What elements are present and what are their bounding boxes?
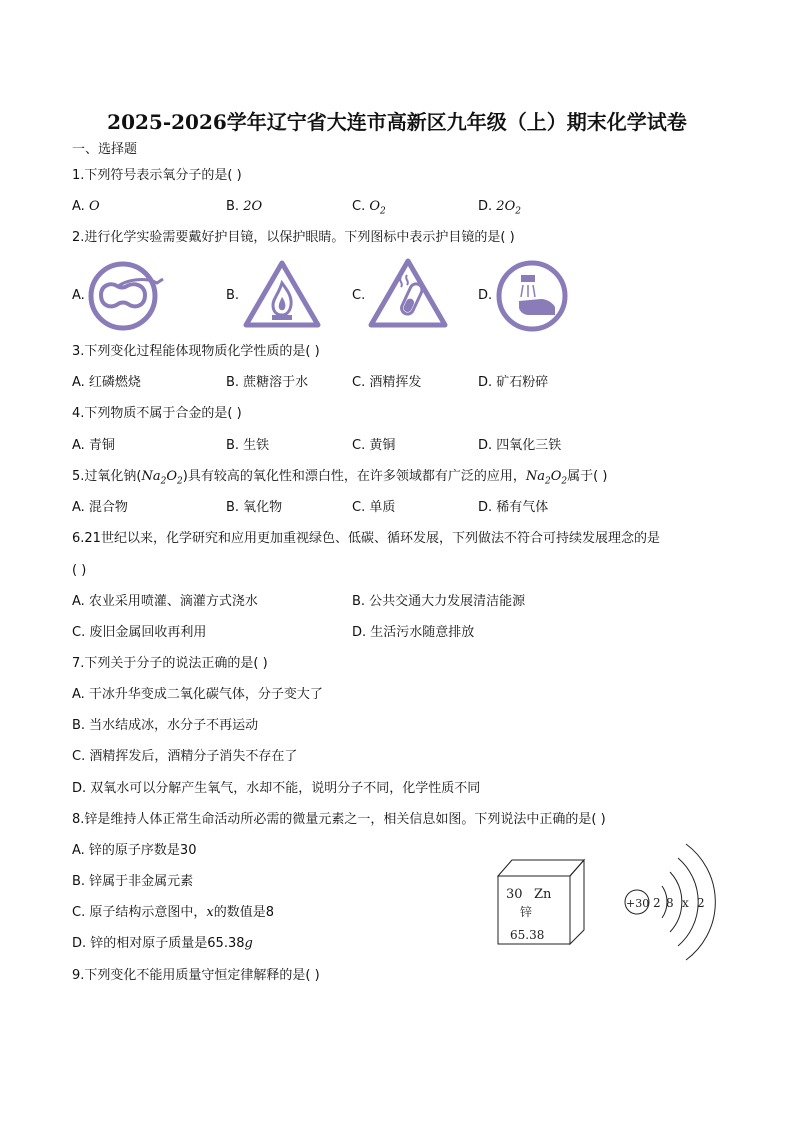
question-6-stem: 6.21世纪以来，化学研究和应用更加重视绿色、低碳、循环发展，下列做法不符合可持续发展理念的是 [72, 531, 660, 546]
formula: O [166, 469, 178, 484]
question-7-stem: 7.下列关于分子的说法正确的是( ) [72, 656, 268, 671]
formula: O [369, 199, 381, 214]
question-3-option-b[interactable]: B. 蔗糖溶于水 [226, 375, 309, 390]
atomic-mass: 65.38 [510, 928, 545, 942]
question-3-option-a[interactable]: A. 红磷燃烧 [72, 375, 141, 390]
question-7-option-b[interactable]: B. 当水结成冰，水分子不再运动 [72, 718, 259, 733]
question-8-option-d[interactable] [72, 936, 253, 952]
formula-subscript: 2 [160, 476, 167, 487]
element-name: 锌 [520, 905, 533, 919]
handwash-icon [493, 257, 571, 335]
stem-text: )具有较高的氧化性和漂白性，在许多领域都有广泛的应用， [182, 469, 526, 484]
goggles-icon [87, 257, 165, 335]
question-6-option-c[interactable]: C. 废旧金属回收再利用 [72, 625, 207, 640]
shell-1-electrons: 2 [653, 896, 661, 910]
option-text: 的数值是8 [213, 905, 274, 920]
formula: 2O [243, 199, 263, 214]
option-letter: B. [226, 199, 240, 214]
question-5-option-a[interactable]: A. 混合物 [72, 500, 128, 515]
option-letter: A. [72, 199, 85, 214]
question-1-stem: 1.下列符号表示氧分子的是( ) [72, 168, 242, 183]
question-8-option-a[interactable]: A. 锌的原子序数是30 [72, 843, 197, 858]
question-6-stem-continued: ( ) [72, 563, 87, 578]
question-3-stem: 3.下列变化过程能体现物质化学性质的是( ) [72, 344, 320, 359]
question-7-option-d[interactable]: D. 双氧水可以分解产生氧气，水却不能，说明分子不同，化学性质不同 [72, 781, 481, 796]
stem-text: 属于( ) [567, 469, 608, 484]
option-letter: D. [478, 199, 493, 214]
hot-tube-warning-icon [367, 257, 449, 329]
atomic-number: 30 [506, 887, 523, 902]
element-cell-zinc [494, 856, 590, 948]
question-6-option-d[interactable]: D. 生活污水随意排放 [352, 625, 475, 640]
question-5-option-b[interactable]: B. 氧化物 [226, 500, 283, 515]
option-letter: D. [478, 288, 493, 303]
question-1-option-c[interactable] [352, 199, 386, 220]
atomic-structure-diagram [618, 838, 718, 966]
flame-warning-icon [242, 259, 322, 329]
formula: 2O [496, 199, 516, 214]
formula: Na [141, 469, 161, 484]
question-1-option-b[interactable] [226, 199, 262, 215]
question-1-option-d[interactable] [478, 199, 521, 220]
formula: O [550, 469, 562, 484]
shell-4-electrons: 2 [697, 896, 705, 910]
shell-2-electrons: 8 [666, 896, 674, 910]
stem-text: 5.过氧化钠( [72, 469, 142, 484]
question-5-stem [72, 469, 607, 490]
formula-subscript: 2 [177, 476, 183, 487]
question-2-stem: 2.进行化学实验需要戴好护目镜，以保护眼睛。下列图标中表示护目镜的是( ) [72, 230, 515, 245]
question-3-option-c[interactable]: C. 酒精挥发 [352, 375, 422, 390]
formula-subscript: 2 [380, 206, 386, 217]
question-8-option-b[interactable]: B. 锌属于非金属元素 [72, 874, 194, 889]
shell-3-electrons: x [682, 896, 689, 910]
formula: O [88, 199, 100, 214]
variable: x [206, 905, 214, 920]
question-6-option-b[interactable]: B. 公共交通大力发展清洁能源 [352, 594, 526, 609]
option-letter: A. [72, 288, 85, 303]
question-4-option-a[interactable]: A. 青铜 [72, 438, 115, 453]
section-heading: 一、选择题 [72, 142, 138, 157]
formula-subscript: 2 [515, 206, 521, 217]
question-4-stem: 4.下列物质不属于合金的是( ) [72, 406, 242, 421]
question-7-option-a[interactable]: A. 干冰升华变成二氧化碳气体，分子变大了 [72, 687, 323, 702]
option-letter: B. [226, 288, 240, 303]
unit: g [244, 936, 253, 951]
question-7-option-c[interactable]: C. 酒精挥发后，酒精分子消失不存在了 [72, 749, 298, 764]
question-5-option-d[interactable]: D. 稀有气体 [478, 500, 549, 515]
question-4-option-c[interactable]: C. 黄铜 [352, 438, 396, 453]
nucleus-charge: +30 [626, 897, 650, 910]
question-1-option-a[interactable] [72, 199, 100, 215]
formula: Na [525, 469, 545, 484]
option-text: D. 锌的相对原子质量是65.38 [72, 936, 245, 951]
question-4-option-b[interactable]: B. 生铁 [226, 438, 270, 453]
question-8-option-c[interactable] [72, 905, 274, 921]
page-title: 2025-2026学年辽宁省大连市高新区九年级（上）期末化学试卷 [107, 110, 687, 134]
option-text: C. 原子结构示意图中， [72, 905, 207, 920]
question-4-option-d[interactable]: D. 四氧化三铁 [478, 438, 562, 453]
formula-subscript: 2 [561, 476, 568, 487]
question-6-option-a[interactable]: A. 农业采用喷灌、滴灌方式浇水 [72, 594, 258, 609]
formula-subscript: 2 [544, 476, 551, 487]
option-letter: C. [352, 288, 366, 303]
question-8-stem: 8.锌是维持人体正常生命活动所必需的微量元素之一，相关信息如图。下列说法中正确的是( ) [72, 812, 606, 827]
element-symbol: Zn [534, 887, 552, 902]
question-5-option-c[interactable]: C. 单质 [352, 500, 396, 515]
option-letter: C. [352, 199, 366, 214]
question-9-stem: 9.下列变化不能用质量守恒定律解释的是( ) [72, 968, 320, 983]
question-3-option-d[interactable]: D. 矿石粉碎 [478, 375, 549, 390]
